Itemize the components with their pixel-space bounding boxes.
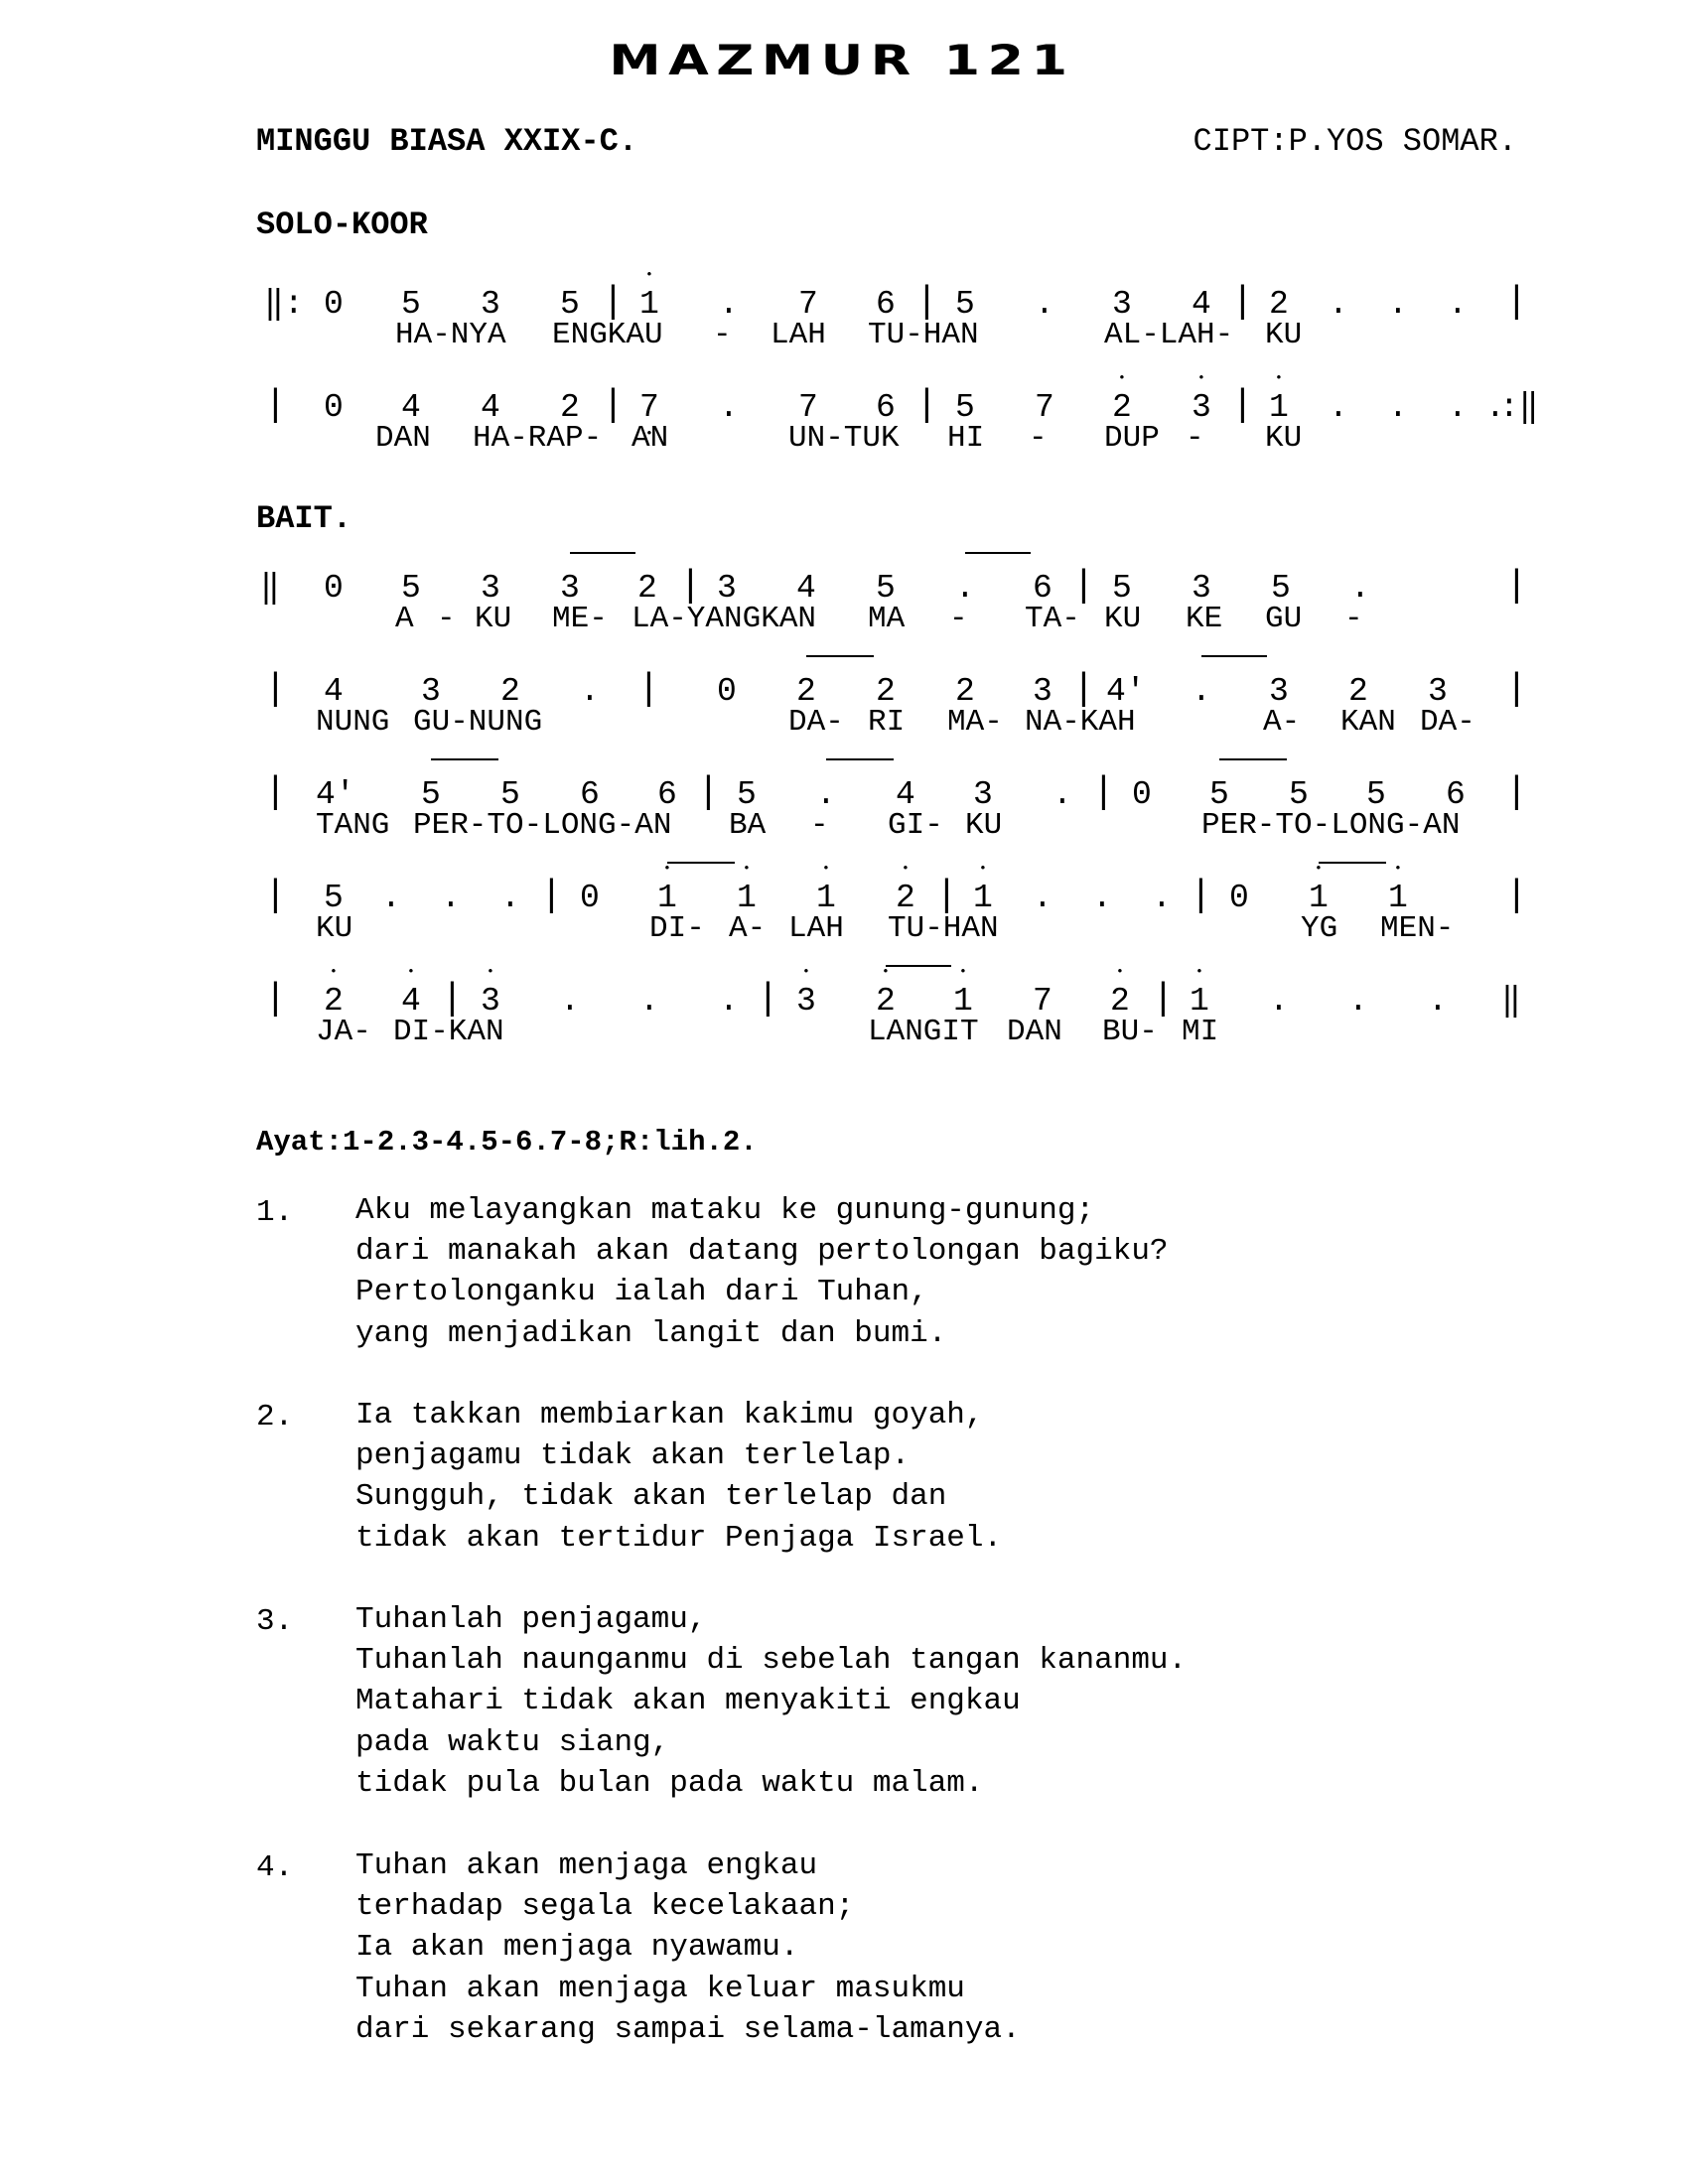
bar-line: | (264, 771, 287, 814)
lyric-syllable: - (810, 808, 829, 843)
note: . (1428, 983, 1448, 1020)
note: • 1 (737, 882, 757, 914)
lyric-syllable: UN-TUK (788, 421, 900, 456)
lyric-syllable: GU (1265, 602, 1303, 636)
note: 5 (1271, 570, 1291, 607)
bar-line: | (915, 281, 938, 324)
note: ‖: (264, 286, 304, 323)
note: 0 (580, 880, 600, 916)
note: • 2 (896, 882, 915, 914)
note: 0 (324, 286, 344, 323)
note: 4 (401, 389, 421, 426)
note: • 1 (1269, 391, 1289, 424)
note: . (1388, 389, 1408, 426)
slur-mark (1319, 862, 1386, 864)
note: • 1 (973, 882, 993, 914)
slur-mark (431, 758, 498, 760)
note: . (639, 983, 659, 1020)
note: 2 (796, 673, 816, 710)
note: • 2 (1112, 391, 1132, 424)
note: . (500, 880, 520, 916)
lyric-syllable: GI- (888, 808, 943, 843)
bar-line: | (679, 565, 702, 608)
note: 2 (955, 673, 975, 710)
note: 5 (560, 286, 580, 323)
bar-line: | (540, 875, 563, 917)
note: 6 (876, 286, 896, 323)
note: • 4 (401, 985, 421, 1018)
lyric-syllable: RI (868, 705, 906, 740)
verse-line: dari sekarang sampai selama-lamanya. (355, 2011, 1021, 2047)
note: 3 (717, 570, 737, 607)
lyric-syllable: LA-YANGKAN (632, 602, 817, 636)
lyric-syllable: KU (1265, 421, 1303, 456)
bar-line: | (1092, 771, 1115, 814)
note: 3 (560, 570, 580, 607)
note: . (1192, 673, 1211, 710)
note: . (381, 880, 401, 916)
note: . (1348, 983, 1368, 1020)
verse-line: yang menjadikan langit dan bumi. (355, 1315, 947, 1351)
bar-line: | (1072, 565, 1095, 608)
verse-line: penjagamu tidak akan terlelap. (355, 1438, 911, 1474)
note: 4' (1106, 673, 1146, 710)
note: 5 (401, 286, 421, 323)
bar-line: | (1190, 875, 1212, 917)
note: 5 (401, 570, 421, 607)
bar-line: | (637, 668, 660, 711)
bar-line: | (1505, 875, 1528, 917)
bar-line: | (1505, 771, 1528, 814)
note: 5 (421, 776, 441, 813)
note: 3 (1428, 673, 1448, 710)
note: 7 (798, 389, 818, 426)
lyric-syllable: ENGKAU (552, 318, 663, 352)
note: 4' (316, 776, 355, 813)
lyric-syllable: NA-KAH (1025, 705, 1136, 740)
bar-line: | (1231, 281, 1254, 324)
note: 0 (717, 673, 737, 710)
lyric-syllable: PER-TO-LONG-AN (1201, 808, 1461, 843)
lyric-syllable: TU-HAN (888, 911, 999, 946)
verse-heading: BAIT. (256, 500, 352, 537)
lyric-syllable: - (949, 602, 968, 636)
slur-mark (806, 655, 874, 657)
note: . (441, 880, 461, 916)
note: • 1 (816, 882, 836, 914)
lyric-syllable: KU (316, 911, 353, 946)
lyric-syllable: KU (1265, 318, 1303, 352)
note: 0 (324, 389, 344, 426)
note: . (1448, 389, 1468, 426)
lyric-syllable: GU-NUNG (413, 705, 543, 740)
note: 4 (796, 570, 816, 607)
slur-mark (886, 965, 951, 967)
note: ‖ (1501, 983, 1521, 1020)
note: 3 (973, 776, 993, 813)
bar-line: | (1505, 281, 1528, 324)
bar-line: | (1072, 668, 1095, 711)
slur-mark (570, 552, 635, 554)
note: • 2 (876, 985, 896, 1018)
lyric-syllable: HA-NYA (395, 318, 506, 352)
lyric-syllable: AL-LAH- (1104, 318, 1234, 352)
note: 7 (1035, 389, 1054, 426)
bar-line: | (935, 875, 958, 917)
lyric-syllable: DI- (649, 911, 705, 946)
lyric-syllable: TA- (1025, 602, 1080, 636)
note: • 2 (1110, 985, 1130, 1018)
note: 7 (798, 286, 818, 323)
note: 3 (1033, 673, 1052, 710)
note: ‖ (260, 570, 280, 607)
lyric-syllable: A- (1263, 705, 1301, 740)
lyric-syllable: BU- (1102, 1015, 1158, 1049)
note: 5 (1289, 776, 1309, 813)
note: 0 (1132, 776, 1152, 813)
note: • 1 (1190, 985, 1209, 1018)
note: . (560, 983, 580, 1020)
note: 0 (1229, 880, 1249, 916)
bar-line: | (757, 978, 779, 1021)
note: 6 (1033, 570, 1052, 607)
lyric-syllable: KU (1104, 602, 1142, 636)
verse-reference: Ayat:1-2.3-4.5-6.7-8;R:lih.2. (256, 1126, 758, 1159)
lyric-syllable: DAN (1007, 1015, 1062, 1049)
lyric-syllable: LAH (788, 911, 844, 946)
note: 3 (481, 286, 500, 323)
note: 2 (1269, 286, 1289, 323)
verse-line: Matahari tidak akan menyakiti engkau (355, 1684, 1021, 1719)
note: 6 (1446, 776, 1466, 813)
lyric-syllable: - (713, 318, 732, 352)
bar-line: | (441, 978, 464, 1021)
note: • 1 (657, 882, 677, 914)
slur-mark (965, 552, 1031, 554)
note: • 2 (324, 985, 344, 1018)
bar-line: | (264, 875, 287, 917)
lyric-syllable: JA- (316, 1015, 371, 1049)
note: 6 (580, 776, 600, 813)
note: . (1052, 776, 1072, 813)
lyric-syllable: PER-TO-LONG-AN (413, 808, 672, 843)
lyric-syllable: MEN- (1380, 911, 1455, 946)
note: 2 (560, 389, 580, 426)
composer-credit: CIPT:P.YOS SOMAR. (1193, 123, 1517, 160)
note: 5 (1366, 776, 1386, 813)
note: 3 (1269, 673, 1289, 710)
lyric-syllable: HI (947, 421, 985, 456)
note: 3 (1192, 570, 1211, 607)
note: 0 (324, 570, 344, 607)
bar-line: | (915, 384, 938, 427)
note: 6 (876, 389, 896, 426)
note: . (1329, 389, 1348, 426)
lyric-syllable: A (395, 602, 414, 636)
lyric-syllable: DUP (1104, 421, 1160, 456)
verse-line: Tuhanlah penjagamu, (355, 1602, 707, 1637)
verse-line: terhadap segala kecelakaan; (355, 1889, 855, 1925)
lyric-syllable: AN (632, 421, 669, 456)
slur-mark (1201, 655, 1267, 657)
verse-line: Tuhan akan menjaga keluar masukmu (355, 1971, 965, 2006)
note: 5 (955, 389, 975, 426)
note: 2 (1348, 673, 1368, 710)
bar-line: | (264, 384, 287, 427)
note: 4 (1192, 286, 1211, 323)
verse-line: tidak akan tertidur Penjaga Israel. (355, 1520, 1003, 1556)
bar-line: | (602, 384, 625, 427)
note: . (1388, 286, 1408, 323)
note: 4 (481, 389, 500, 426)
note: . (816, 776, 836, 813)
verse-number: 1. (256, 1195, 294, 1230)
note: :‖ (1499, 389, 1539, 426)
lyric-syllable: YG (1301, 911, 1338, 946)
note: 6 (657, 776, 677, 813)
note: 4 (324, 673, 344, 710)
note: . (719, 983, 739, 1020)
note: 2 (500, 673, 520, 710)
note: 2 (876, 673, 896, 710)
note: 5 (500, 776, 520, 813)
lyric-syllable: LANGIT (868, 1015, 979, 1049)
note: . (1269, 983, 1289, 1020)
lyric-syllable: DA- (788, 705, 844, 740)
lyric-syllable: DA- (1420, 705, 1475, 740)
verse-line: Ia akan menjaga nyawamu. (355, 1930, 799, 1966)
bar-line: | (264, 978, 287, 1021)
note: 5 (955, 286, 975, 323)
verse-number: 2. (256, 1400, 294, 1434)
bar-line: | (602, 281, 625, 324)
note: • 1 (639, 288, 659, 321)
lyric-syllable: LAH (771, 318, 826, 352)
lyric-syllable: KU (965, 808, 1003, 843)
page-title: MAZMUR 121 (609, 36, 1075, 84)
note: 4 (896, 776, 915, 813)
slur-mark (1219, 758, 1287, 760)
bar-line: | (697, 771, 720, 814)
note: 5 (1209, 776, 1229, 813)
note: . (1329, 286, 1348, 323)
bar-line: | (1505, 565, 1528, 608)
lyric-syllable: TU-HAN (868, 318, 979, 352)
note: 7 (1033, 983, 1052, 1020)
bar-line: | (1152, 978, 1175, 1021)
slur-mark (826, 758, 894, 760)
note: 2 (637, 570, 657, 607)
note: 5 (1112, 570, 1132, 607)
verse-number: 3. (256, 1604, 294, 1639)
note: 3 (421, 673, 441, 710)
verse-line: Tuhan akan menjaga engkau (355, 1848, 818, 1883)
lyric-syllable: - (1029, 421, 1048, 456)
note: 5 (876, 570, 896, 607)
note: • 1 (1388, 882, 1408, 914)
verse-number: 4. (256, 1850, 294, 1885)
lyric-syllable: KU (475, 602, 512, 636)
lyric-syllable: BA (729, 808, 767, 843)
verse-line: dari manakah akan datang pertolongan bagiku? (355, 1234, 1169, 1270)
note: 5 (737, 776, 757, 813)
lyric-syllable: MA (868, 602, 906, 636)
note: • 3 (481, 985, 500, 1018)
refrain-heading: SOLO-KOOR (256, 206, 428, 243)
verse-line: pada waktu siang, (355, 1724, 670, 1760)
note: . (955, 570, 975, 607)
note: • 1 (953, 985, 973, 1018)
verse-line: Tuhanlah naunganmu di sebelah tangan kananmu. (355, 1643, 1188, 1679)
lyric-syllable: - (1186, 421, 1204, 456)
note: . (580, 673, 600, 710)
note: • 3 (1192, 391, 1211, 424)
note: . (1035, 286, 1054, 323)
verse-line: Pertolonganku ialah dari Tuhan, (355, 1275, 928, 1310)
note: 3 (1112, 286, 1132, 323)
verse-line: tidak pula bulan pada waktu malam. (355, 1765, 984, 1801)
lyric-syllable: KE (1186, 602, 1223, 636)
bar-line: | (1231, 384, 1254, 427)
note: . (719, 389, 739, 426)
note: . (1350, 570, 1370, 607)
note: . (719, 286, 739, 323)
lyric-syllable: - (437, 602, 456, 636)
lyric-syllable: TANG (316, 808, 390, 843)
note: . (1033, 880, 1052, 916)
liturgical-occasion: MINGGU BIASA XXIX-C. (256, 123, 638, 160)
verse-line: Aku melayangkan mataku ke gunung-gunung; (355, 1193, 1095, 1228)
note: • 3 (796, 985, 816, 1018)
lyric-syllable: DAN (375, 421, 431, 456)
note: . (1092, 880, 1112, 916)
note: 3 (481, 570, 500, 607)
note: 7 • (639, 391, 659, 424)
verse-line: Sungguh, tidak akan terlelap dan (355, 1479, 947, 1515)
slur-mark (667, 862, 735, 864)
lyric-syllable: A- (729, 911, 767, 946)
lyric-syllable: NUNG (316, 705, 390, 740)
lyric-syllable: MA- (947, 705, 1003, 740)
note: . (1448, 286, 1468, 323)
note: • 1 (1309, 882, 1329, 914)
verse-line: Ia takkan membiarkan kakimu goyah, (355, 1398, 984, 1433)
lyric-syllable: MI (1182, 1015, 1219, 1049)
lyric-syllable: - (1344, 602, 1363, 636)
lyric-syllable: HA-RAP- (473, 421, 603, 456)
lyric-syllable: KAN (1340, 705, 1396, 740)
lyric-syllable: DI-KAN (393, 1015, 504, 1049)
bar-line: | (264, 668, 287, 711)
note: 5 (324, 880, 344, 916)
bar-line: | (1505, 668, 1528, 711)
lyric-syllable: ME- (552, 602, 608, 636)
note: . (1152, 880, 1172, 916)
note: . (1485, 389, 1505, 426)
